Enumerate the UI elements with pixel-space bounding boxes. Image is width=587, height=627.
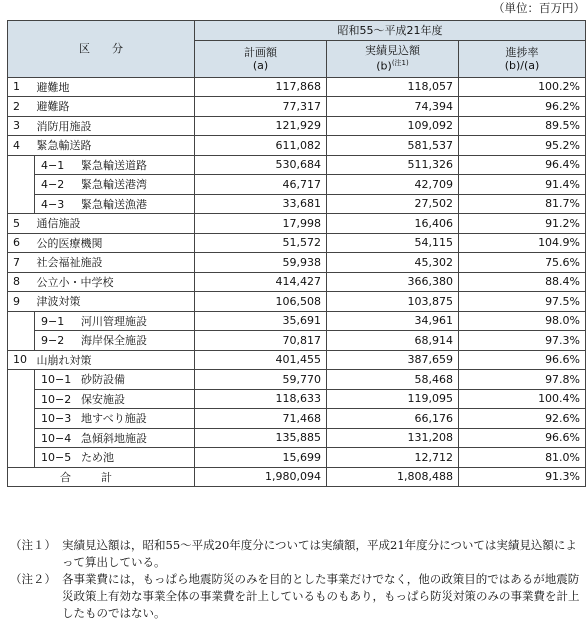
note-1	[10, 537, 580, 571]
item-code: 4−1	[41, 158, 65, 172]
actual-amount: 511,326	[327, 155, 459, 175]
plan-amount: 530,684	[195, 155, 327, 175]
progress-rate: 92.6%	[459, 409, 586, 429]
indent-cell	[8, 370, 35, 390]
actual-amount: 66,176	[327, 409, 459, 429]
table-row	[8, 97, 586, 117]
item-label: 緊急輸送漁港	[81, 197, 147, 211]
item-name	[35, 331, 195, 351]
actual-amount: 27,502	[327, 194, 459, 214]
item-label: 砂防設備	[81, 373, 125, 387]
progress-rate: 98.0%	[459, 311, 586, 331]
plan-amount: 59,770	[195, 370, 327, 390]
actual-amount: 68,914	[327, 331, 459, 351]
plan-amount: 117,868	[195, 77, 327, 97]
actual-amount: 581,537	[327, 136, 459, 156]
notes	[10, 537, 580, 622]
progress-rate: 75.6%	[459, 253, 586, 273]
table-row	[8, 253, 586, 273]
sub-row	[8, 409, 586, 429]
plan-amount: 106,508	[195, 292, 327, 312]
sub-row	[8, 155, 586, 175]
note-2-text: 各事業費には，もっぱら地震防災のみを目的とした事業だけでなく，他の政策目的ではあるが地震防災政策上有効な事業全体の事業費を計上しているものもあり，もっぱら防災対策のみの事業費を計上したものではない。	[62, 572, 580, 620]
total-row	[8, 467, 586, 487]
header-plan	[195, 40, 327, 77]
progress-rate: 97.5%	[459, 292, 586, 312]
actual-amount: 45,302	[327, 253, 459, 273]
header-actual-sub: (b)	[376, 59, 392, 73]
total-rate: 91.3%	[459, 467, 586, 487]
actual-amount: 74,394	[327, 97, 459, 117]
header-plan-label: 計画額	[244, 45, 277, 59]
indent-cell	[8, 409, 35, 429]
table-row	[8, 292, 586, 312]
note-1-text: 実績見込額は，昭和55～平成20年度分については実績額，平成21年度分については実績見込額によって算出している。	[62, 538, 577, 569]
plan-amount: 135,885	[195, 428, 327, 448]
plan-amount: 414,427	[195, 272, 327, 292]
item-name: 公的医療機関	[35, 233, 195, 253]
progress-rate: 88.4%	[459, 272, 586, 292]
actual-amount: 42,709	[327, 175, 459, 195]
item-code: 10−2	[41, 392, 72, 406]
indent-cell	[8, 194, 35, 214]
item-label: 緊急輸送港湾	[81, 178, 147, 192]
progress-rate: 96.6%	[459, 350, 586, 370]
note-2-tag: （注２）	[10, 572, 56, 586]
table-row	[8, 233, 586, 253]
actual-amount: 131,208	[327, 428, 459, 448]
note-2	[10, 571, 580, 622]
note-1-tag: （注１）	[10, 538, 56, 552]
sub-row	[8, 370, 586, 390]
item-code: 10−1	[41, 373, 72, 387]
item-name	[35, 448, 195, 468]
item-code: 9−2	[41, 334, 65, 348]
table-row	[8, 77, 586, 97]
actual-amount: 118,057	[327, 77, 459, 97]
item-number: 10	[8, 350, 35, 370]
sub-row	[8, 194, 586, 214]
table-row	[8, 214, 586, 234]
table-header	[8, 21, 586, 78]
header-rate-label: 進捗率	[505, 45, 539, 59]
item-code: 10−4	[41, 431, 72, 445]
sub-row	[8, 311, 586, 331]
item-name: 公立小・中学校	[35, 272, 195, 292]
actual-amount: 366,380	[327, 272, 459, 292]
plan-amount: 46,717	[195, 175, 327, 195]
total-actual: 1,808,488	[327, 467, 459, 487]
header-kubun: 区 分	[8, 21, 195, 78]
plan-amount: 77,317	[195, 97, 327, 117]
item-name: 津波対策	[35, 292, 195, 312]
item-name: 通信施設	[35, 214, 195, 234]
progress-rate: 96.2%	[459, 97, 586, 117]
plan-amount: 15,699	[195, 448, 327, 468]
plan-amount: 35,691	[195, 311, 327, 331]
item-number: 3	[8, 116, 35, 136]
progress-rate: 95.2%	[459, 136, 586, 156]
indent-cell	[8, 448, 35, 468]
item-code: 10−5	[41, 451, 72, 465]
item-label: 急傾斜地施設	[81, 431, 147, 445]
indent-cell	[8, 311, 35, 331]
progress-rate: 96.6%	[459, 428, 586, 448]
actual-amount: 387,659	[327, 350, 459, 370]
header-actual-note: (注1)	[391, 59, 409, 68]
sub-row	[8, 428, 586, 448]
plan-amount: 121,929	[195, 116, 327, 136]
actual-amount: 103,875	[327, 292, 459, 312]
plan-amount: 51,572	[195, 233, 327, 253]
item-name	[35, 155, 195, 175]
indent-cell	[8, 389, 35, 409]
item-name: 避難地	[35, 77, 195, 97]
item-label: 緊急輸送道路	[81, 158, 147, 172]
budget-table	[7, 20, 586, 487]
plan-amount: 59,938	[195, 253, 327, 273]
indent-cell	[8, 331, 35, 351]
actual-amount: 58,468	[327, 370, 459, 390]
item-code: 9−1	[41, 314, 65, 328]
actual-amount: 12,712	[327, 448, 459, 468]
progress-rate: 96.4%	[459, 155, 586, 175]
unit-label: （単位：百万円）	[493, 1, 585, 15]
item-name	[35, 370, 195, 390]
table-body	[8, 77, 586, 487]
item-number: 5	[8, 214, 35, 234]
indent-cell	[8, 175, 35, 195]
plan-amount: 17,998	[195, 214, 327, 234]
header-period: 昭和55～平成21年度	[195, 21, 586, 41]
progress-rate: 81.0%	[459, 448, 586, 468]
progress-rate: 97.8%	[459, 370, 586, 390]
item-name	[35, 175, 195, 195]
table-row	[8, 136, 586, 156]
plan-amount: 70,817	[195, 331, 327, 351]
item-name: 緊急輸送路	[35, 136, 195, 156]
item-label: 海岸保全施設	[81, 334, 147, 348]
actual-amount: 119,095	[327, 389, 459, 409]
table-row	[8, 272, 586, 292]
item-name: 避難路	[35, 97, 195, 117]
item-name	[35, 409, 195, 429]
item-name: 社会福祉施設	[35, 253, 195, 273]
actual-amount: 34,961	[327, 311, 459, 331]
header-actual-label: 実績見込額	[365, 44, 420, 58]
item-code: 10−3	[41, 412, 72, 426]
plan-amount: 71,468	[195, 409, 327, 429]
item-name	[35, 428, 195, 448]
item-label: 地すべり施設	[81, 412, 147, 426]
indent-cell	[8, 155, 35, 175]
item-code: 4−2	[41, 178, 65, 192]
item-name: 山崩れ対策	[35, 350, 195, 370]
item-name	[35, 389, 195, 409]
item-label: 保安施設	[81, 392, 125, 406]
table-row	[8, 116, 586, 136]
progress-rate: 100.4%	[459, 389, 586, 409]
progress-rate: 91.2%	[459, 214, 586, 234]
item-number: 4	[8, 136, 35, 156]
actual-amount: 54,115	[327, 233, 459, 253]
progress-rate: 97.3%	[459, 331, 586, 351]
progress-rate: 89.5%	[459, 116, 586, 136]
progress-rate: 100.2%	[459, 77, 586, 97]
item-number: 7	[8, 253, 35, 273]
sub-row	[8, 331, 586, 351]
item-number: 8	[8, 272, 35, 292]
sub-row	[8, 389, 586, 409]
sub-row	[8, 448, 586, 468]
item-number: 9	[8, 292, 35, 312]
item-name	[35, 194, 195, 214]
progress-rate: 104.9%	[459, 233, 586, 253]
plan-amount: 611,082	[195, 136, 327, 156]
header-plan-sub: (a)	[252, 58, 269, 72]
item-number: 1	[8, 77, 35, 97]
progress-rate: 91.4%	[459, 175, 586, 195]
header-rate	[459, 40, 586, 77]
item-label: 河川管理施設	[81, 314, 147, 328]
item-name: 消防用施設	[35, 116, 195, 136]
actual-amount: 16,406	[327, 214, 459, 234]
plan-amount: 118,633	[195, 389, 327, 409]
indent-cell	[8, 428, 35, 448]
item-number: 2	[8, 97, 35, 117]
plan-amount: 33,681	[195, 194, 327, 214]
table-row	[8, 350, 586, 370]
progress-rate: 81.7%	[459, 194, 586, 214]
item-code: 4−3	[41, 197, 65, 211]
sub-row	[8, 175, 586, 195]
header-actual	[327, 40, 459, 77]
plan-amount: 401,455	[195, 350, 327, 370]
item-number: 6	[8, 233, 35, 253]
actual-amount: 109,092	[327, 116, 459, 136]
item-name	[35, 311, 195, 331]
total-label: 合計	[8, 467, 195, 487]
item-label: ため池	[81, 451, 114, 465]
header-actual-sub-wrap	[327, 57, 458, 73]
total-plan: 1,980,094	[195, 467, 327, 487]
header-rate-sub: (b)/(a)	[504, 58, 540, 72]
